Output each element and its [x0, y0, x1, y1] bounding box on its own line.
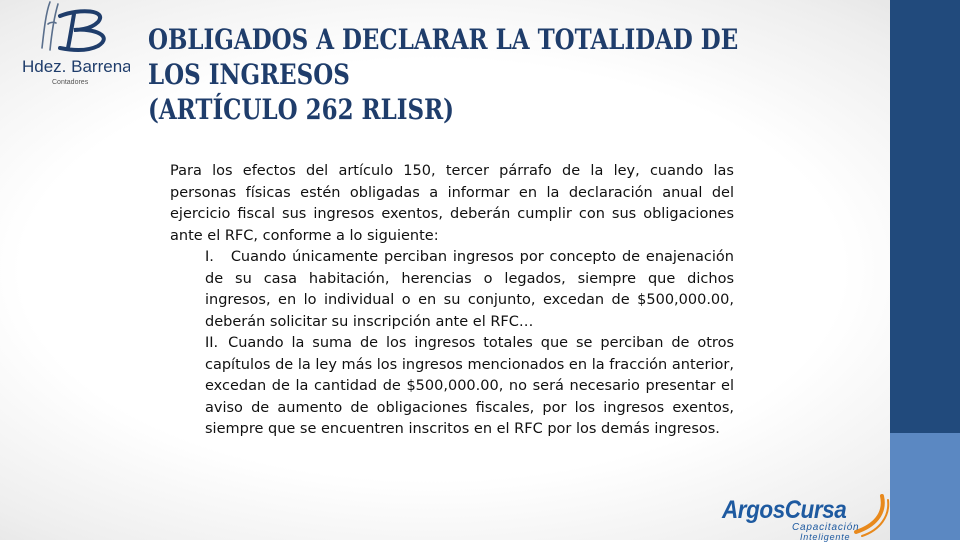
- slide-body: [170, 161, 734, 441]
- list-item-2: [205, 333, 734, 441]
- hdez-barrena-logo: [20, 0, 130, 90]
- list-item-2-number: II.: [205, 335, 219, 351]
- intro-paragraph: Para los efectos del artículo 150, tercer párrafo de la ley, cuando las personas físicas estén obligadas a informar en la declaración anual del ejercicio fiscal sus ingresos exentos, deberán cumplir con sus obligaciones ante el RFC, conforme a lo siguiente:: [170, 163, 734, 244]
- slide-title-line-1: OBLIGADOS A DECLARAR LA TOTALIDAD DE: [148, 23, 739, 56]
- argoscursa-tagline-2: Inteligente: [800, 532, 851, 542]
- argoscursa-logo: [722, 492, 892, 540]
- list-item-2-text: Cuando la suma de los ingresos totales que se perciban de otros capítulos de la ley más los ingresos mencionados en la fracción anterior, excedan de la cantidad de $500,000.00, no será necesario presentar el aviso de aumento de obligaciones fiscales, por los ingresos exentos, siempre que se encuentren inscritos en el RFC por los demás ingresos.: [205, 335, 735, 437]
- list-item-1: [205, 247, 734, 333]
- argoscursa-tagline-1: Capacitación: [792, 522, 860, 533]
- argoscursa-name: ArgosCursa: [722, 496, 847, 524]
- list-item-1-number: I.: [205, 249, 214, 265]
- logo-name: Hdez. Barrena: [22, 57, 130, 76]
- right-accent-band: [890, 0, 960, 540]
- slide-title-line-3: (ARTÍCULO 262 RLISR): [148, 93, 455, 126]
- hdez-barrena-logo-mark: [20, 0, 130, 90]
- right-accent-band-light: [890, 433, 960, 540]
- list-item-1-text: Cuando únicamente perciban ingresos por concepto de enajenación de su casa habitación, herencias o legados, siempre que dichos ingresos, en lo individual o en su conjunto, excedan de $500,000.00, deberán solicitar su inscripción ante el RFC…: [205, 249, 734, 330]
- slide-title-line-2: LOS INGRESOS: [148, 58, 350, 91]
- logo-subtitle: Contadores: [52, 79, 89, 86]
- slide-title: [148, 22, 747, 127]
